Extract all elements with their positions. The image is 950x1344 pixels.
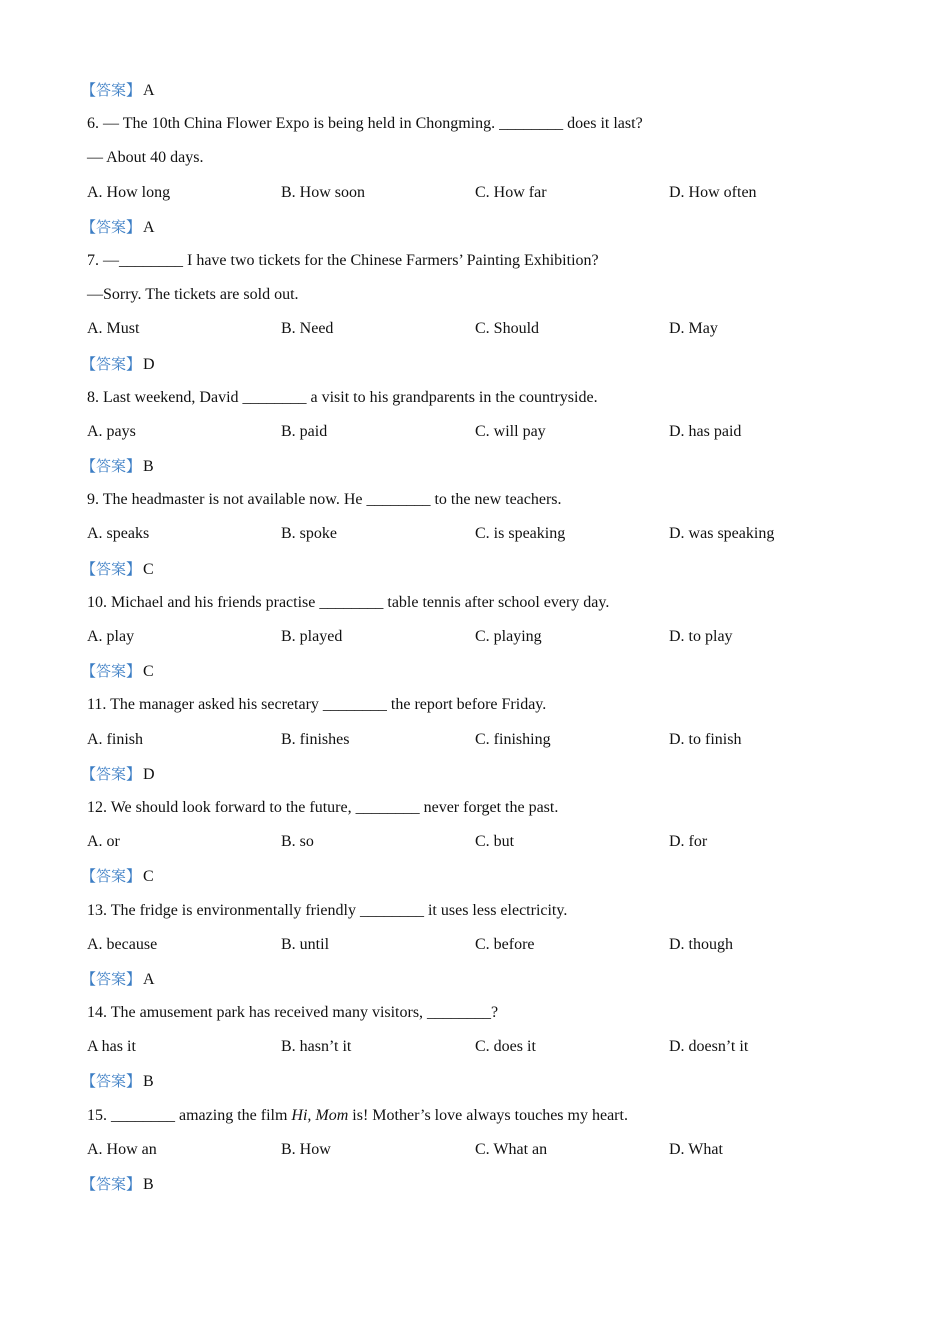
answer-value: D — [143, 355, 155, 373]
answer-label: 【答案】 — [81, 867, 142, 886]
option-a: A. pays — [87, 422, 136, 440]
question-text: 6. — The 10th China Flower Expo is being held in Chongming. ________ does it last? — [87, 115, 643, 133]
question-text: 12. We should look forward to the future, ________ never forget the past. — [87, 798, 559, 816]
answer-value: A — [143, 82, 155, 99]
answer-value: B — [143, 1176, 154, 1193]
answer-line — [81, 859, 867, 893]
answer-line — [81, 654, 867, 688]
answer-label: 【答案】 — [81, 1175, 142, 1193]
question-response: —Sorry. The tickets are sold out. — [87, 286, 299, 304]
option-d: D. to play — [669, 628, 733, 645]
option-a: A. play — [87, 628, 135, 645]
options-row — [87, 1133, 867, 1167]
options-row — [87, 176, 867, 210]
option-c: C. before — [475, 935, 535, 953]
option-b: B. spoke — [281, 525, 337, 543]
answer-label: 【答案】 — [81, 969, 142, 988]
option-a: A. How an — [87, 1140, 157, 1158]
options-row — [87, 312, 867, 346]
answer-label: 【答案】 — [81, 559, 142, 578]
answer-label: 【答案】 — [81, 457, 142, 476]
answer-line — [81, 757, 867, 791]
option-b: B. hasn’t it — [281, 1038, 352, 1056]
film-title: Hi, Mom — [291, 1106, 349, 1124]
option-b: B. finishes — [281, 730, 350, 748]
options-row — [87, 1030, 867, 1064]
option-c: C. will pay — [475, 422, 546, 440]
option-b: B. How — [281, 1140, 331, 1158]
option-a: A. How long — [87, 183, 171, 201]
options-row — [87, 928, 867, 962]
options-row — [87, 723, 867, 757]
option-a: A. or — [87, 833, 120, 851]
options-row — [87, 620, 867, 654]
answer-label: 【答案】 — [81, 764, 142, 783]
option-d: D. What — [669, 1140, 723, 1158]
answer-line — [81, 449, 867, 483]
option-a: A has it — [87, 1038, 136, 1056]
option-c: C. playing — [475, 628, 542, 645]
question-text-start: 15. ________ amazing the film — [87, 1106, 292, 1124]
option-c: C. finishing — [475, 730, 551, 748]
answer-label: 【答案】 — [81, 354, 142, 373]
answer-line — [81, 347, 867, 381]
answer-value: C — [143, 663, 154, 681]
option-b: B. until — [281, 935, 330, 953]
answer-value: C — [143, 868, 154, 886]
options-row — [87, 517, 867, 551]
answer-label: 【答案】 — [81, 662, 142, 681]
option-c: C. but — [475, 833, 515, 851]
question-text: 14. The amusement park has received many visitors, ________? — [87, 1004, 499, 1022]
answer-value: A — [143, 218, 155, 236]
answer-line — [81, 210, 867, 244]
option-d: D. How often — [669, 183, 757, 201]
question-text: 8. Last weekend, David ________ a visit to his grandparents in the countryside. — [87, 388, 598, 406]
option-d: D. was speaking — [669, 525, 775, 543]
question-text — [87, 1099, 867, 1133]
question-text-end: is! Mother’s love always touches my heart. — [348, 1106, 628, 1124]
answer-value: C — [143, 560, 154, 578]
answer-line — [81, 1064, 867, 1098]
answer-value: B — [143, 1073, 154, 1091]
option-c: C. is speaking — [475, 525, 566, 543]
option-d: D. though — [669, 935, 733, 953]
option-a: A. because — [87, 935, 158, 953]
answer-value: B — [143, 458, 154, 476]
option-d: D. to finish — [669, 730, 742, 748]
question-text: 13. The fridge is environmentally friendly ________ it uses less electricity. — [87, 901, 568, 919]
option-d: D. has paid — [669, 422, 742, 440]
option-c: C. Should — [475, 320, 540, 338]
question-text: 7. —________ I have two tickets for the Chinese Farmers’ Painting Exhibition? — [87, 251, 599, 269]
option-c: C. What an — [475, 1140, 548, 1158]
answer-line — [81, 73, 867, 107]
option-b: B. paid — [281, 422, 328, 440]
answer-label: 【答案】 — [81, 217, 142, 236]
answer-value: D — [143, 765, 155, 783]
option-b: B. so — [281, 833, 314, 851]
exam-page — [81, 73, 867, 1201]
question-text: 10. Michael and his friends practise ________ table tennis after school every day. — [87, 593, 610, 611]
option-b: B. Need — [281, 320, 334, 338]
answer-value: A — [143, 970, 155, 988]
option-b: B. How soon — [281, 183, 366, 201]
options-row — [87, 415, 867, 449]
option-d: D. May — [669, 320, 718, 338]
question-text: 11. The manager asked his secretary ________ the report before Friday. — [87, 696, 547, 714]
option-b: B. played — [281, 628, 343, 645]
answer-line — [81, 1167, 867, 1201]
option-d: D. doesn’t it — [669, 1038, 749, 1056]
option-a: A. Must — [87, 320, 140, 338]
answer-label: 【答案】 — [81, 1072, 142, 1091]
option-c: C. How far — [475, 183, 547, 201]
option-d: D. for — [669, 833, 708, 851]
option-a: A. speaks — [87, 525, 150, 543]
answer-line — [81, 552, 867, 586]
option-c: C. does it — [475, 1038, 536, 1056]
option-a: A. finish — [87, 730, 143, 748]
question-text: 9. The headmaster is not available now. He ________ to the new teachers. — [87, 491, 562, 509]
answer-label: 【答案】 — [81, 81, 142, 99]
question-response: — About 40 days. — [87, 149, 204, 167]
answer-line — [81, 962, 867, 996]
options-row — [87, 825, 867, 859]
